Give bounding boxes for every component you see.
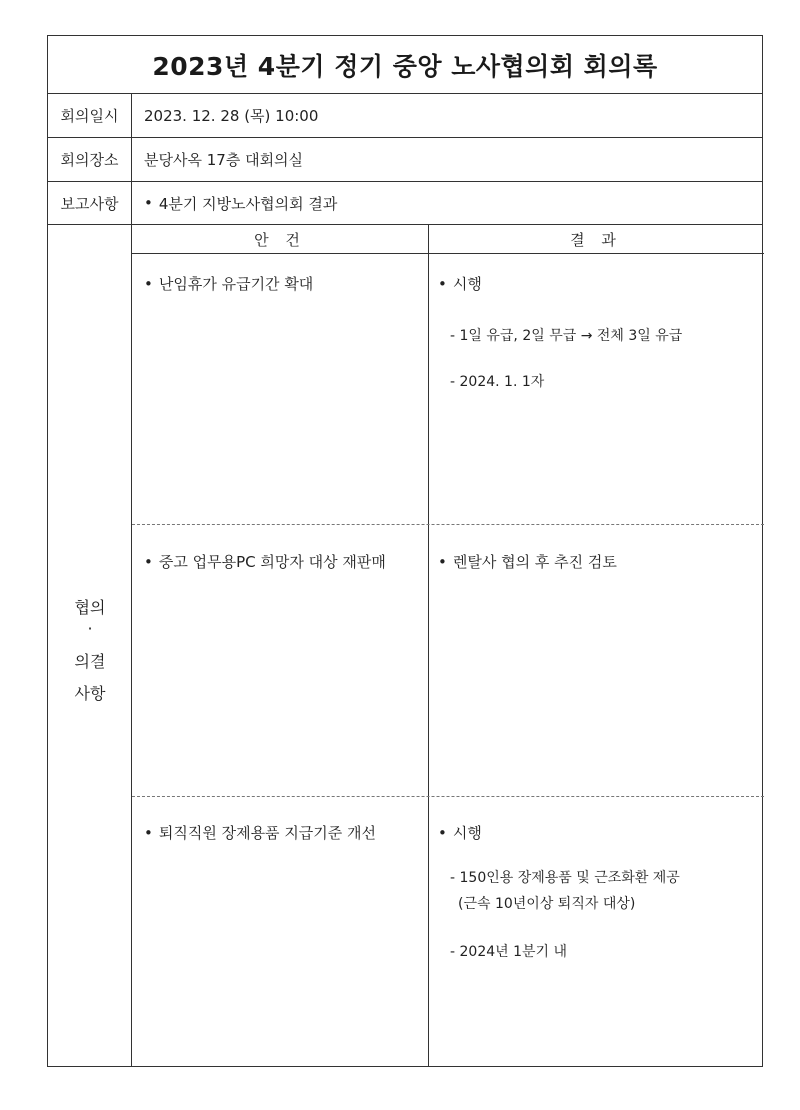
row-separator [132,796,764,797]
bullet-icon: • [438,553,447,571]
meeting-place-value: 분당사옥 17층 대회의실 [144,151,304,169]
agenda-label-line: 사항 [74,684,106,703]
agenda-section [48,225,762,1066]
agenda-text: 중고 업무용PC 희망자 대상 재판매 [158,553,386,571]
report-row [48,182,762,225]
result-detail: - 150인용 장제용품 및 근조화환 제공 [450,870,680,886]
result-item [438,273,482,294]
report-text: 4분기 지방노사협의회 결과 [158,194,338,213]
meeting-date-value: 2023. 12. 28 (목) 10:00 [144,107,319,125]
agenda-text: 난임휴가 유급기간 확대 [158,275,314,293]
result-text: 렌탈사 협의 후 추진 검토 [452,553,617,571]
agenda-label-line: 협의 [74,598,106,617]
result-item [438,551,617,572]
document-title: 2023년 4분기 정기 중앙 노사협의회 회의록 [48,36,762,94]
agenda-item [144,273,313,294]
column-divider [428,225,429,1066]
column-header-result: 결 과 [428,225,764,254]
report-value [144,182,337,224]
result-detail: (근속 10년이상 퇴직자 대상) [458,896,636,912]
bullet-icon: • [144,194,153,212]
row-separator [132,524,764,525]
result-detail: - 1일 유급, 2일 무급 → 전체 3일 유급 [450,328,683,344]
agenda-section-label [48,225,132,1066]
agenda-text: 퇴직직원 장제용품 지급기준 개선 [158,824,377,842]
agenda-item [144,551,386,572]
bullet-icon: • [438,275,447,293]
meeting-minutes-document [47,35,763,1067]
agenda-label-line: · [87,619,93,638]
bullet-icon: • [144,824,153,842]
bullet-icon: • [438,824,447,842]
result-detail: - 2024. 1. 1자 [450,374,545,390]
bullet-icon: • [144,553,153,571]
report-label: 보고사항 [48,182,132,224]
column-header-agenda: 안 건 [132,225,428,254]
meeting-place-row [48,138,762,182]
meeting-date-row [48,94,762,138]
agenda-label-line: 의결 [74,652,106,671]
bullet-icon: • [144,275,153,293]
result-text: 시행 [452,275,482,293]
meeting-date-label: 회의일시 [48,94,132,137]
agenda-item [144,822,376,843]
meeting-place-label: 회의장소 [48,138,132,181]
result-detail: - 2024년 1분기 내 [450,944,568,960]
result-item [438,822,482,843]
result-text: 시행 [452,824,482,842]
